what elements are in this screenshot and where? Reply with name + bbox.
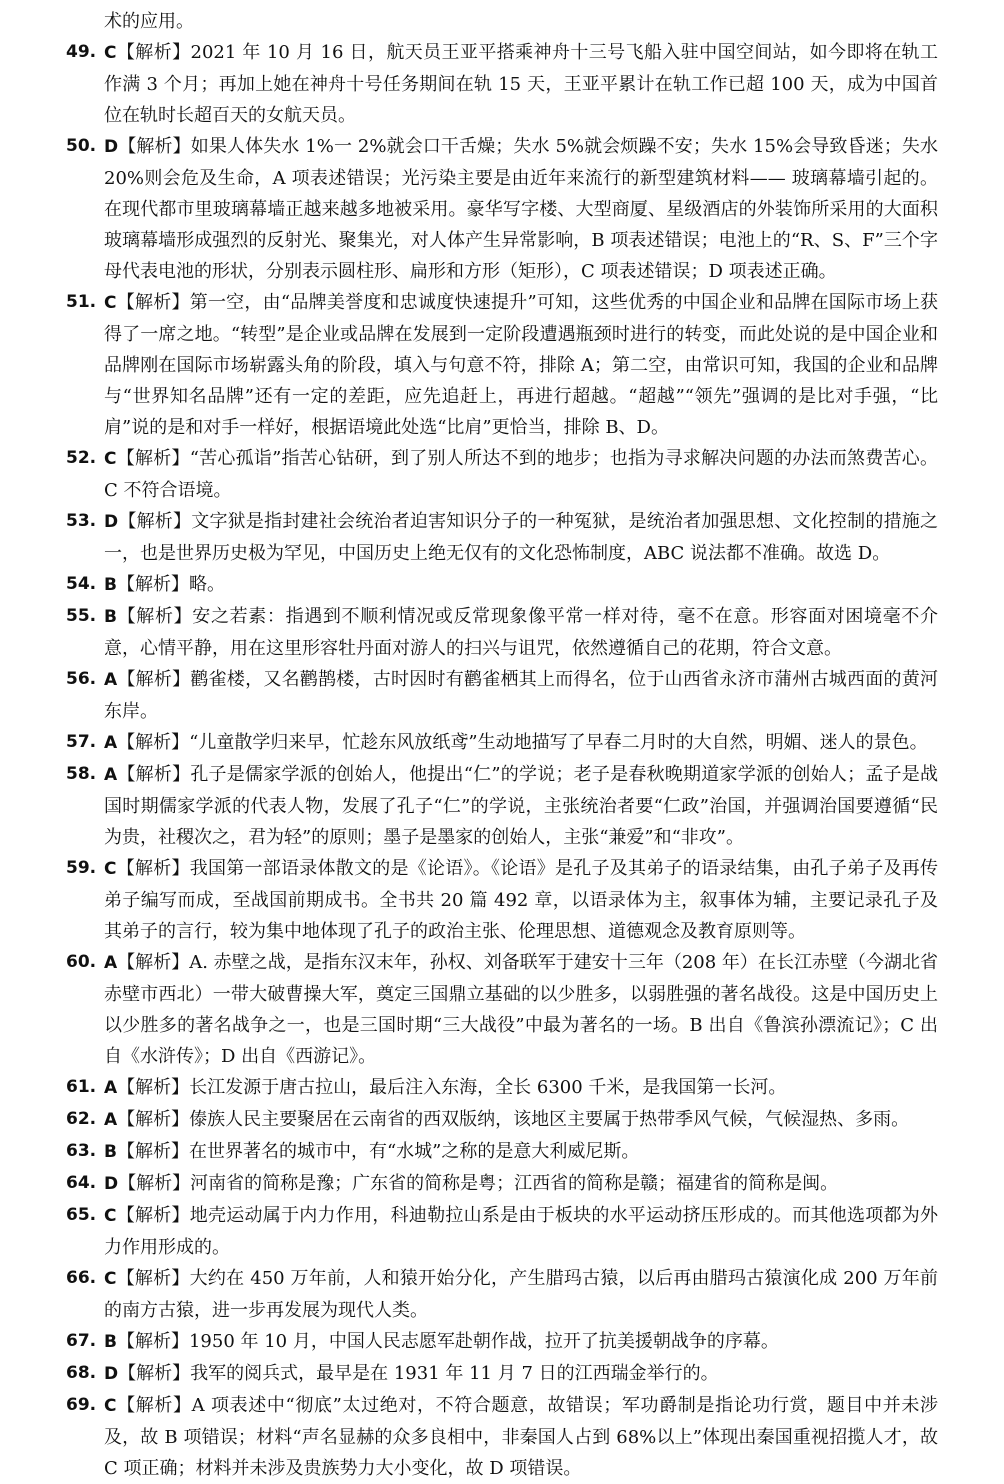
question-number: 64. bbox=[66, 1173, 97, 1193]
answer-letter: A bbox=[104, 1110, 118, 1130]
analysis-tag: 【解析】 bbox=[117, 952, 190, 973]
analysis-text: 略。 bbox=[188, 574, 225, 595]
answer-body bbox=[104, 1263, 938, 1326]
analysis-text: A. 赤壁之战，是指东汉末年，孙权、刘备联军于建安十三年（208 年）在长江赤壁（今湖北省赤壁市西北）一带大破曹操大军，奠定三国鼎立基础的以少胜多，以弱胜强的著名战役。这是中国历史上以少胜多的著名战争之一，也是三国时期“三大战役”中最为著名的一场。B 出自《鲁滨孙漂流记》；C 出自《水浒传》；D 出自《西游记》。 bbox=[104, 952, 938, 1067]
answer-body bbox=[104, 1072, 938, 1104]
answer-body bbox=[104, 1136, 938, 1168]
analysis-text: 我国第一部语录体散文的是《论语》。《论语》是孔子及其弟子的语录结集，由孔子弟子及再传弟子编写而成，至战国前期成书。全书共 20 篇 492 章，以语录体为主，叙事体为辅，主要记录孔子及其弟子的言行，较为集中地体现了孔子的政治主张、伦理思想、道德观念及教育原则等。 bbox=[104, 858, 939, 942]
question-number: 61. bbox=[66, 1077, 97, 1097]
analysis-tag: 【解析】 bbox=[118, 511, 192, 532]
analysis-tag: 【解析】 bbox=[118, 1173, 191, 1194]
answer-item bbox=[66, 1358, 938, 1390]
answer-item bbox=[66, 1072, 938, 1104]
analysis-text: 在世界著名的城市中，有“水城”之称的是意大利威尼斯。 bbox=[188, 1141, 640, 1162]
analysis-tag: 【解析】 bbox=[118, 1363, 191, 1384]
answer-body bbox=[104, 131, 938, 287]
answer-body bbox=[104, 759, 938, 853]
question-number: 57. bbox=[66, 732, 97, 752]
answer-item bbox=[66, 1390, 938, 1484]
answer-letter: B bbox=[104, 1332, 117, 1352]
answer-body bbox=[104, 506, 938, 569]
question-number: 59. bbox=[66, 858, 97, 878]
analysis-tag: 【解析】 bbox=[116, 1205, 190, 1226]
answer-letter: A bbox=[104, 765, 118, 785]
analysis-text: 傣族人民主要聚居在云南省的西双版纳，该地区主要属于热带季风气候，气候湿热、多雨。 bbox=[189, 1109, 910, 1130]
answer-item bbox=[66, 1136, 938, 1168]
analysis-text: 安之若素：指遇到不顺利情况或反常现象像平常一样对待，毫不在意。形容面对困境毫不介意，心情平静，用在这里形容牡丹面对游人的扫兴与诅咒，依然遵循自己的花期，符合文意。 bbox=[104, 606, 939, 659]
answer-body bbox=[104, 1358, 938, 1390]
answer-item bbox=[66, 1168, 938, 1200]
analysis-tag: 【解析】 bbox=[116, 1395, 192, 1416]
answer-list bbox=[66, 37, 938, 1484]
question-number: 67. bbox=[66, 1331, 97, 1351]
analysis-tag: 【解析】 bbox=[116, 1331, 189, 1352]
question-number: 60. bbox=[66, 952, 97, 972]
analysis-text: 孔子是儒家学派的创始人，他提出“仁”的学说；老子是春秋晚期道家学派的创始人；孟子是战国时期儒家学派的代表人物，发展了孔子“仁”的学说，主张统治者要“仁政”治国，并强调治国要遵循“民为贵，社稷次之，君为轻”的原则；墨子是墨家的创始人，主张“兼爱”和“非攻”。 bbox=[104, 764, 939, 848]
answer-item bbox=[66, 727, 938, 759]
answer-body bbox=[104, 569, 938, 601]
question-number: 65. bbox=[66, 1205, 97, 1225]
answer-body bbox=[104, 287, 938, 443]
answer-body bbox=[104, 853, 938, 947]
answer-letter: C bbox=[104, 1206, 117, 1226]
analysis-text: “儿童散学归来早，忙趁东风放纸鸢”生动地描写了早春二月时的大自然，明媚、迷人的景色。 bbox=[189, 732, 928, 753]
analysis-tag: 【解析】 bbox=[117, 732, 190, 753]
answer-item bbox=[66, 853, 938, 947]
continuation-text: 术的应用。 bbox=[104, 11, 194, 32]
answer-letter: D bbox=[104, 1364, 119, 1384]
analysis-tag: 【解析】 bbox=[117, 764, 191, 785]
answer-letter: D bbox=[104, 512, 119, 532]
answer-body bbox=[104, 37, 938, 131]
answer-body bbox=[104, 947, 938, 1072]
analysis-tag: 【解析】 bbox=[116, 42, 191, 63]
answer-letter: C bbox=[104, 859, 117, 879]
question-number: 58. bbox=[66, 764, 97, 784]
analysis-tag: 【解析】 bbox=[116, 606, 193, 627]
analysis-text: 我军的阅兵式，最早是在 1931 年 11 月 7 日的江西瑞金举行的。 bbox=[190, 1363, 719, 1384]
answer-item bbox=[66, 443, 938, 506]
answer-letter: C bbox=[104, 293, 117, 313]
answer-letter: A bbox=[104, 670, 118, 690]
analysis-text: 河南省的简称是豫；广东省的简称是粤；江西省的简称是赣；福建省的简称是闽。 bbox=[190, 1173, 839, 1194]
answer-body bbox=[104, 727, 938, 759]
answer-letter: A bbox=[104, 733, 118, 753]
answer-letter: A bbox=[104, 953, 118, 973]
answer-item bbox=[66, 1104, 938, 1136]
answer-body bbox=[104, 601, 938, 664]
analysis-tag: 【解析】 bbox=[116, 292, 190, 313]
question-number: 53. bbox=[66, 511, 97, 531]
analysis-tag: 【解析】 bbox=[116, 858, 190, 879]
answer-letter: B bbox=[104, 575, 117, 595]
answer-item bbox=[66, 759, 938, 853]
question-number: 51. bbox=[66, 292, 97, 312]
answer-letter: B bbox=[104, 607, 117, 627]
question-number: 50. bbox=[66, 136, 97, 156]
answer-item bbox=[66, 37, 938, 131]
question-number: 52. bbox=[66, 448, 97, 468]
analysis-text: 鹳雀楼，又名鹳鹊楼，古时因时有鹳雀栖其上而得名，位于山西省永济市蒲州古城西面的黄河东岸。 bbox=[104, 669, 938, 722]
question-number: 66. bbox=[66, 1268, 97, 1288]
answer-body bbox=[104, 1168, 938, 1200]
answer-letter: B bbox=[104, 1142, 117, 1162]
answer-letter: A bbox=[104, 1078, 118, 1098]
answer-item bbox=[66, 601, 938, 664]
question-number: 54. bbox=[66, 574, 97, 594]
answer-letter: C bbox=[104, 1269, 117, 1289]
question-number: 49. bbox=[66, 42, 97, 62]
analysis-tag: 【解析】 bbox=[116, 448, 190, 469]
answer-item bbox=[66, 1200, 938, 1263]
analysis-tag: 【解析】 bbox=[117, 1077, 190, 1098]
question-number: 62. bbox=[66, 1109, 97, 1129]
analysis-text: 如果人体失水 1%一 2%就会口干舌燥；失水 5%就会烦躁不安；失水 15%会导致昏迷；失水 20%则会危及生命，A 项表述错误；光污染主要是由近年来流行的新型建筑材料—— 玻璃幕墙引起的。在现代都市里玻璃幕墙正越来越多地被采用。豪华写字楼、大型商厦、星级酒店的外装饰所采用的大面积玻璃幕墙形成强烈的反射光、聚集光，对人体产生异常影响，B 项表述错误；电池上的“R、S、F”三个字母代表电池的形状，分别表示圆柱形、扁形和方形（矩形），C 项表述错误；D 项表述正确。 bbox=[104, 136, 938, 282]
answer-body bbox=[104, 1326, 938, 1358]
answer-body bbox=[104, 1200, 938, 1263]
answer-item bbox=[66, 664, 938, 727]
answer-item bbox=[66, 1326, 938, 1358]
analysis-text: 文字狱是指封建社会统治者迫害知识分子的一种冤狱，是统治者加强思想、文化控制的措施之一，也是世界历史极为罕见，中国历史上绝无仅有的文化恐怖制度，ABC 说法都不准确。故选 D。 bbox=[104, 511, 939, 564]
analysis-tag: 【解析】 bbox=[116, 1268, 190, 1289]
answer-body bbox=[104, 664, 938, 727]
answer-item bbox=[66, 569, 938, 601]
analysis-text: 1950 年 10 月，中国人民志愿军赴朝作战，拉开了抗美援朝战争的序幕。 bbox=[188, 1331, 779, 1352]
analysis-tag: 【解析】 bbox=[118, 136, 191, 157]
analysis-text: 第一空，由“品牌美誉度和忠诚度快速提升”可知，这些优秀的中国企业和品牌在国际市场上获得了一席之地。“转型”是企业或品牌在发展到一定阶段遭遇瓶颈时进行的转变，而此处说的是中国企业和品牌刚在国际市场崭露头角的阶段，填入与句意不符，排除 A；第二空，由常识可知，我国的企业和品牌与“世界知名品牌”还有一定的差距，应先追赶上，再进行超越。“超越”“领先”强调的是比对手强，“比肩”说的是和对手一样好，根据语境此处选“比肩”更恰当，排除 B、D。 bbox=[104, 292, 939, 438]
answer-letter: C bbox=[104, 43, 117, 63]
answer-body bbox=[104, 1390, 938, 1484]
analysis-text: A 项表述中“彻底”太过绝对，不符合题意，故错误；军功爵制是指论功行赏，题目中并未涉及，故 B 项错误；材料“声名显赫的众多良相中，非秦国人占到 68%以上”体现出秦国重视招揽人才，故 C 项正确；材料并未涉及贵族势力大小变化，故 D 项错误。 bbox=[104, 1395, 938, 1479]
answer-letter: C bbox=[104, 449, 117, 469]
answer-letter: D bbox=[104, 1174, 119, 1194]
analysis-text: “苦心孤诣”指苦心钻研，到了别人所达不到的地步；也指为寻求解决问题的办法而煞费苦心。C 不符合语境。 bbox=[104, 448, 939, 501]
analysis-tag: 【解析】 bbox=[117, 1109, 190, 1130]
analysis-text: 2021 年 10 月 16 日，航天员王亚平搭乘神舟十三号飞船入驻中国空间站，如今即将在轨工作满 3 个月；再加上她在神舟十号任务期间在轨 15 天，王亚平累计在轨工作已超 100 天，成为中国首位在轨时长超百天的女航天员。 bbox=[104, 42, 938, 126]
analysis-tag: 【解析】 bbox=[116, 574, 189, 595]
question-number: 68. bbox=[66, 1363, 97, 1383]
question-number: 63. bbox=[66, 1141, 97, 1161]
question-number: 69. bbox=[66, 1395, 97, 1415]
answer-item bbox=[66, 131, 938, 287]
analysis-tag: 【解析】 bbox=[116, 1141, 189, 1162]
answer-item bbox=[66, 947, 938, 1072]
answer-item bbox=[66, 1263, 938, 1326]
analysis-text: 地壳运动属于内力作用，科迪勒拉山系是由于板块的水平运动挤压形成的。而其他选项都为外力作用形成的。 bbox=[104, 1205, 938, 1258]
question-number: 55. bbox=[66, 606, 97, 626]
question-number: 56. bbox=[66, 669, 97, 689]
answer-item bbox=[66, 506, 938, 569]
analysis-text: 长江发源于唐古拉山，最后注入东海，全长 6300 千米，是我国第一长河。 bbox=[189, 1077, 787, 1098]
analysis-text: 大约在 450 万年前，人和猿开始分化，产生腊玛古猿，以后再由腊玛古猿演化成 200 万年前的南方古猿，进一步再发展为现代人类。 bbox=[104, 1268, 939, 1321]
analysis-tag: 【解析】 bbox=[117, 669, 191, 690]
answer-body bbox=[104, 1104, 938, 1136]
answer-letter: C bbox=[104, 1396, 117, 1416]
answer-item bbox=[66, 287, 938, 443]
answer-letter: D bbox=[104, 137, 119, 157]
answer-body bbox=[104, 443, 938, 506]
